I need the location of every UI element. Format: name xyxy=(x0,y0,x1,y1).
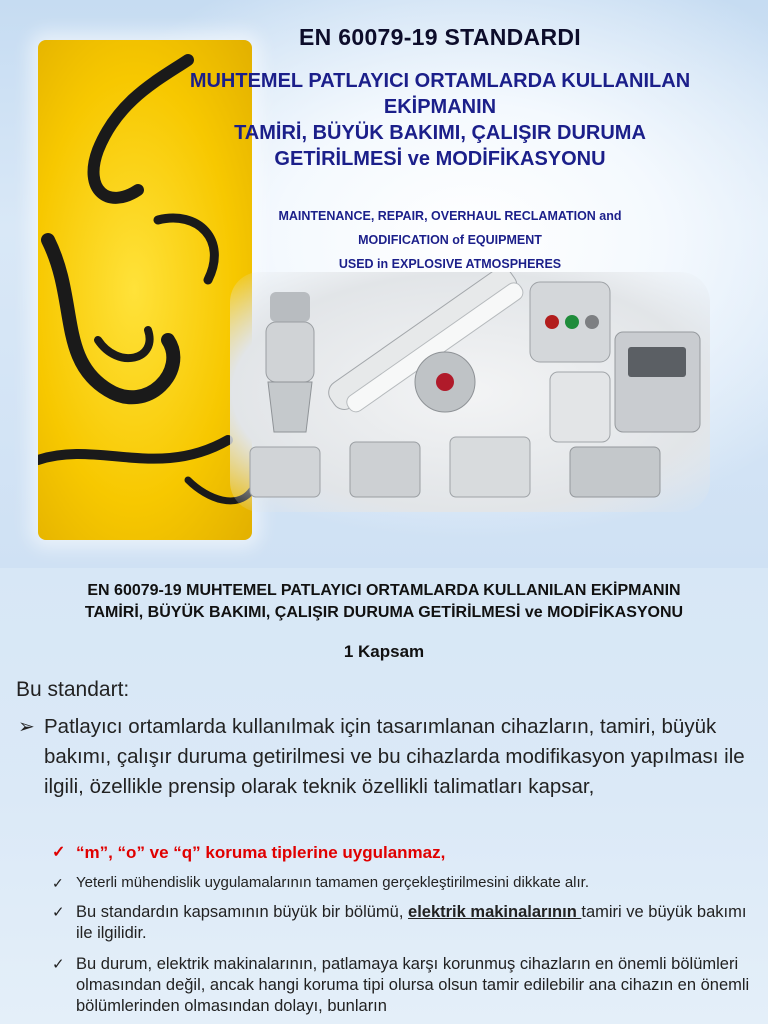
list-item xyxy=(52,902,764,944)
turkish-subtitle-line: TAMİRİ, BÜYÜK BAKIMI, ÇALIŞIR DURUMA xyxy=(234,122,646,144)
list-item xyxy=(52,954,764,1017)
english-subtitle-line: MAINTENANCE, REPAIR, OVERHAUL RECLAMATION and xyxy=(278,209,622,223)
main-bullet xyxy=(18,712,766,802)
list-item-text: “m”, “o” ve “q” koruma tiplerine uygulanmaz, xyxy=(76,843,446,862)
sub-bullet-list xyxy=(52,842,764,1017)
scope-slide xyxy=(0,568,768,1024)
intro-text: Bu standart: xyxy=(16,678,130,701)
slide-title-line: EN 60079-19 MUHTEMEL PATLAYICI ORTAMLARDA KULLANILAN EKİPMANIN xyxy=(87,582,681,599)
explosion-proof-equipment-image xyxy=(230,272,710,512)
checkmark-icon: ✓ xyxy=(52,875,64,891)
english-subtitle xyxy=(220,204,680,276)
arrow-bullet-icon: ➢ xyxy=(18,716,35,738)
section-heading: 1 Kapsam xyxy=(343,642,425,661)
checkmark-icon: ✓ xyxy=(52,904,65,921)
turkish-subtitle-line: MUHTEMEL PATLAYICI ORTAMLARDA KULLANILAN xyxy=(189,70,691,92)
slide-title xyxy=(0,580,768,624)
list-item-text: Bu durum, elektrik makinalarının, patlamaya karşı korunmuş cihazların en önemli bölümleri olmasından değil, ancak hangi koruma tipi olursa olsun tamir edilebilir ana cihazın en önemli bölümlerinden olmasından dolayı, bunların xyxy=(76,955,750,1015)
list-item-text: Yeterli mühendislik uygulamalarının tamamen gerçekleştirilmesini dikkate alır. xyxy=(76,874,590,891)
turkish-subtitle xyxy=(160,68,720,172)
standard-title: EN 60079-19 STANDARDI xyxy=(299,24,581,50)
checkmark-icon: ✓ xyxy=(52,844,66,861)
main-bullet-text: Patlayıcı ortamlarda kullanılmak için tasarımlanan cihazların, tamiri, büyük bakımı, çalışır duruma getirilmesi ve bu cihazlarda modifikasyon yapılması ile ilgili, özellikle prensip olarak teknik özellikli talimatları kapsar, xyxy=(44,715,745,798)
english-subtitle-line: MODIFICATION of EQUIPMENT xyxy=(358,233,542,247)
turkish-subtitle-line: EKİPMANIN xyxy=(383,96,497,118)
equipment-photo xyxy=(230,272,710,512)
list-item xyxy=(52,873,764,893)
english-subtitle-line: USED in EXPLOSIVE ATMOSPHERES xyxy=(338,257,562,271)
list-item-text: tamiri ve büyük bakımı ile ilgilidir. xyxy=(76,903,747,942)
slide-title-line: TAMİRİ, BÜYÜK BAKIMI, ÇALIŞIR DURUMA GETİRİLMESİ ve MODİFİKASYONU xyxy=(84,604,684,621)
list-item-text: Bu standardın kapsamının büyük bir bölümü, xyxy=(76,903,409,921)
checkmark-icon: ✓ xyxy=(52,956,65,973)
emphasized-text: elektrik makinalarının xyxy=(408,903,582,921)
turkish-subtitle-line: GETİRİLMESİ ve MODİFİKASYONU xyxy=(274,148,606,170)
list-item xyxy=(52,842,764,864)
